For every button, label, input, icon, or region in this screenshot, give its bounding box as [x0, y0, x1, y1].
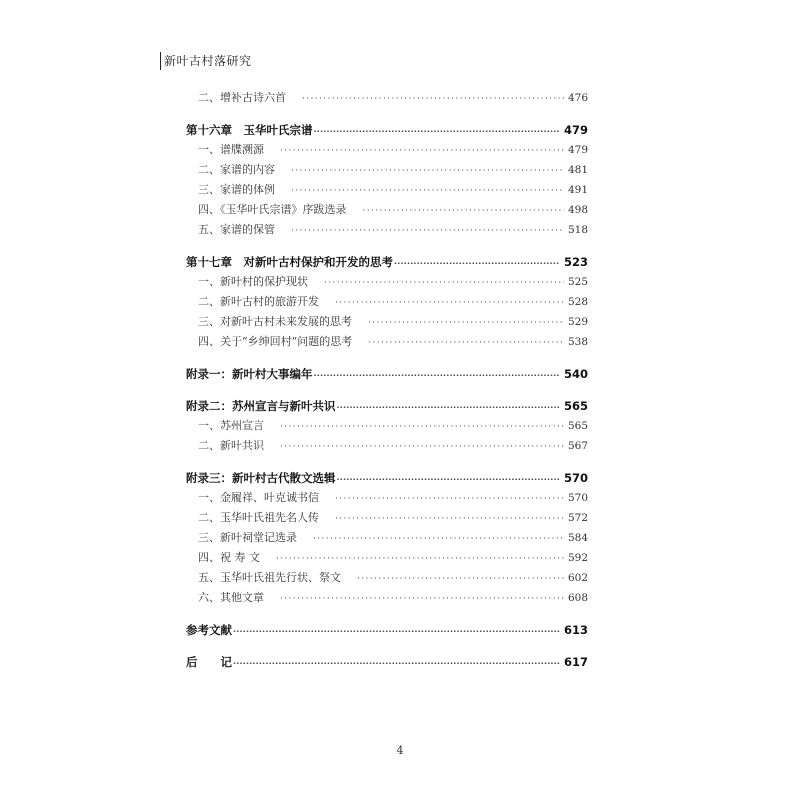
- toc-section-entry: [186, 272, 588, 292]
- toc-chapter-entry: [186, 252, 588, 272]
- toc-entry-page: 540: [563, 367, 588, 381]
- dot-leader: [280, 589, 564, 609]
- toc-entry-page: 498: [567, 204, 588, 216]
- toc-chapter-entry: [186, 620, 588, 640]
- toc-entry-page: 613: [563, 623, 588, 637]
- toc-entry-title: 三、家谱的体例: [198, 183, 275, 196]
- toc-entry-title: 三、对新叶古村未来发展的思考: [198, 315, 352, 328]
- toc-section-entry: [186, 160, 588, 180]
- toc-entry-page: 479: [563, 123, 588, 137]
- toc-entry-page: 476: [567, 92, 588, 104]
- dot-leader: [314, 122, 560, 142]
- toc-section-entry: [186, 200, 588, 220]
- toc-entry-title: 一、苏州宣言: [198, 419, 264, 432]
- toc-chapter-entry: [186, 652, 588, 672]
- dot-leader: [314, 366, 560, 386]
- dot-leader: [337, 398, 560, 418]
- toc-section-entry: [186, 332, 588, 352]
- toc-section-entry: [186, 548, 588, 568]
- toc-entry-title: 附录三：新叶村古代散文选辑: [186, 471, 336, 485]
- toc-entry-title: 三、新叶祠堂记选录: [198, 531, 297, 544]
- dot-leader: [335, 509, 564, 529]
- toc-chapter-entry: [186, 120, 588, 140]
- dot-leader: [291, 181, 564, 201]
- toc-entry-title: 附录二：苏州宣言与新叶共识: [186, 399, 336, 413]
- dot-leader: [335, 489, 564, 509]
- toc-section-entry: [186, 568, 588, 588]
- toc-entry-title: 六、其他文章: [198, 591, 264, 604]
- toc-entry-page: 602: [567, 572, 588, 584]
- toc-entry-title: 一、谱牒溯源: [198, 143, 264, 156]
- toc-entry-title: 二、新叶古村的旅游开发: [198, 295, 319, 308]
- toc-entry-page: 584: [567, 532, 588, 544]
- toc-entry-title: 四、关于“乡绅回村”问题的思考: [198, 335, 353, 348]
- dot-leader: [291, 161, 564, 181]
- toc-entry-page: 572: [567, 512, 588, 524]
- toc-chapter-entry: [186, 468, 588, 488]
- toc-entry-page: 491: [567, 184, 588, 196]
- toc-entry-title: 一、新叶村的保护现状: [198, 275, 308, 288]
- toc-entry-title: 二、新叶共识: [198, 439, 264, 452]
- toc-section-entry: [186, 488, 588, 508]
- toc-entry-title: 二、增补古诗六首: [198, 91, 286, 104]
- toc-entry-page: 567: [567, 440, 588, 452]
- dot-leader: [337, 470, 560, 490]
- dot-leader: [324, 273, 564, 293]
- toc-entry-title: 二、家谱的内容: [198, 163, 275, 176]
- toc-section-entry: [186, 436, 588, 456]
- toc-entry-title: 一、金履祥、叶克诚书信: [198, 491, 319, 504]
- toc-entry-page: 525: [567, 276, 588, 288]
- toc-section-entry: [186, 508, 588, 528]
- toc-entry-title: 参考文献: [186, 623, 232, 637]
- toc-entry-page: 529: [567, 316, 588, 328]
- toc-entry-title: 五、玉华叶氏祖先行状、祭文: [198, 571, 341, 584]
- toc-entry-page: 538: [567, 336, 588, 348]
- dot-leader: [335, 293, 564, 313]
- toc-chapter-entry: [186, 396, 588, 416]
- dot-leader: [302, 89, 564, 109]
- dot-leader: [394, 254, 560, 274]
- toc-entry-page: 617: [563, 655, 588, 669]
- toc-entry-page: 479: [567, 144, 588, 156]
- table-of-contents: [186, 88, 588, 672]
- toc-entry-page: 518: [567, 224, 588, 236]
- toc-entry-page: 565: [567, 420, 588, 432]
- toc-entry-title: 第十七章 对新叶古村保护和开发的思考: [186, 255, 393, 269]
- toc-entry-title: 五、家谱的保管: [198, 223, 275, 236]
- toc-entry-title: 四、《玉华叶氏宗谱》序跋选录: [198, 203, 347, 216]
- toc-section-entry: [186, 292, 588, 312]
- toc-entry-page: 570: [563, 471, 588, 485]
- dot-leader: [291, 221, 564, 241]
- toc-section-entry: [186, 220, 588, 240]
- toc-section-entry: [186, 588, 588, 608]
- dot-leader: [280, 141, 564, 161]
- dot-leader: [368, 333, 564, 353]
- toc-entry-title: 二、玉华叶氏祖先名人传: [198, 511, 319, 524]
- dot-leader: [363, 201, 564, 221]
- toc-entry-page: 523: [563, 255, 588, 269]
- toc-entry-page: 528: [567, 296, 588, 308]
- dot-leader: [357, 569, 564, 589]
- dot-leader: [313, 529, 564, 549]
- running-head: 新叶古村落研究: [160, 52, 252, 70]
- toc-section-entry: [186, 528, 588, 548]
- toc-entry-title: 四、祝 寿 文: [198, 551, 260, 564]
- toc-section-entry: [186, 416, 588, 436]
- toc-section-entry: [186, 140, 588, 160]
- toc-entry-page: 608: [567, 592, 588, 604]
- page-number: 4: [396, 744, 404, 757]
- dot-leader: [276, 549, 564, 569]
- dot-leader: [233, 622, 560, 642]
- toc-entry-page: 481: [567, 164, 588, 176]
- dot-leader: [233, 654, 560, 674]
- dot-leader: [280, 417, 564, 437]
- toc-entry-page: 592: [567, 552, 588, 564]
- toc-section-entry: [186, 88, 588, 108]
- dot-leader: [280, 437, 564, 457]
- toc-entry-title: 后 记: [186, 655, 232, 669]
- dot-leader: [368, 313, 564, 333]
- toc-entry-page: 570: [567, 492, 588, 504]
- toc-entry-page: 565: [563, 399, 588, 413]
- toc-section-entry: [186, 180, 588, 200]
- toc-chapter-entry: [186, 364, 588, 384]
- toc-entry-title: 附录一：新叶村大事编年: [186, 367, 313, 381]
- toc-section-entry: [186, 312, 588, 332]
- toc-entry-title: 第十六章 玉华叶氏宗谱: [186, 123, 313, 137]
